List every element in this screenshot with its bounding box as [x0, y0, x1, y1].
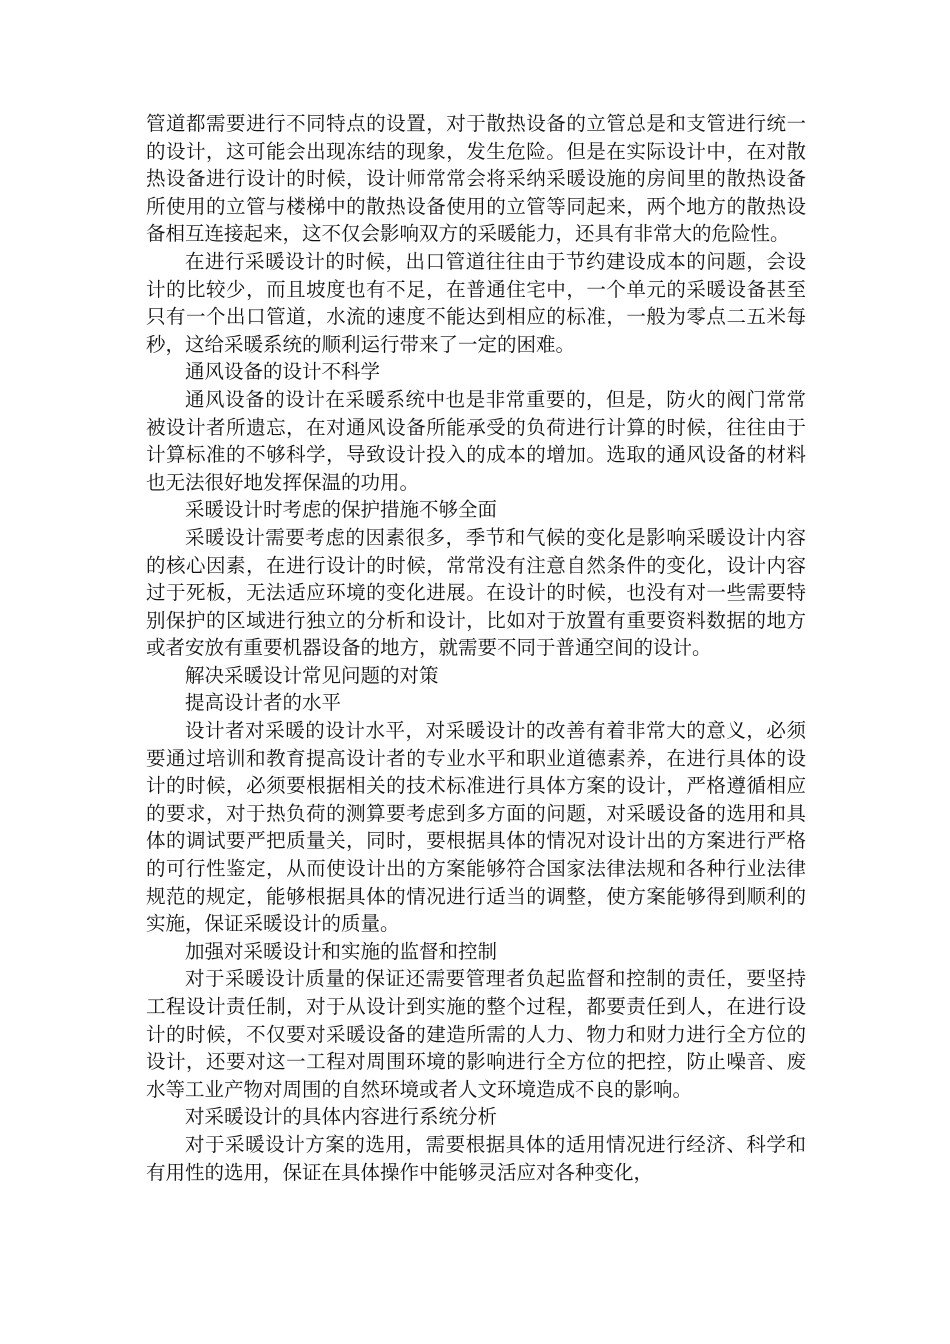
document-page [146, 110, 806, 1186]
subsection-heading: 提高设计者的水平 [185, 691, 342, 715]
body-paragraph: 对于采暖设计方案的选用，需要根据具体的适用情况进行经济、科学和有用性的选用，保证在具体操作中能够灵活应对各种变化， [146, 1132, 806, 1184]
body-paragraph: 管道都需要进行不同特点的设置，对于散热设备的立管总是和支管进行统一的设计，这可能会出现冻结的现象，发生危险。但是在实际设计中，在对散热设备进行设计的时候，设计师常常会将采纳采暖设施的房间里的散热设备所使用的立管与楼梯中的散热设备使用的立管等同起来，两个地方的散热设备相互连接起来，这不仅会影响双方的采暖能力，还具有非常大的危险性。 [146, 112, 806, 246]
subsection-heading: 对采暖设计的具体内容进行系统分析 [185, 1105, 498, 1129]
section-heading: 采暖设计时考虑的保护措施不够全面 [185, 498, 498, 522]
section-heading: 通风设备的设计不科学 [185, 360, 381, 384]
body-paragraph: 采暖设计需要考虑的因素很多，季节和气候的变化是影响采暖设计内容的核心因素，在进行设计的时候，常常没有注意自然条件的变化，设计内容过于死板，无法适应环境的变化进展。在设计的时候，也没有对一些需要特别保护的区域进行独立的分析和设计，比如对于放置有重要资料数据的地方或者安放有重要机器设备的地方，就需要不同于普通空间的设计。 [146, 525, 806, 660]
body-paragraph: 对于采暖设计质量的保证还需要管理者负起监督和控制的责任，要坚持工程设计责任制，对于从设计到实施的整个过程，都要责任到人，在进行设计的时候，不仅要对采暖设备的建造所需的人力、物力和财力进行全方位的设计，还要对这一工程对周围环境的影响进行全方位的把控，防止噪音、废水等工业产物对周围的自然环境或者人文环境造成不良的影响。 [146, 967, 806, 1101]
body-paragraph: 通风设备的设计在采暖系统中也是非常重要的，但是，防火的阀门常常被设计者所遗忘，在对通风设备所能承受的负荷进行计算的时候，往往由于计算标准的不够科学，导致设计投入的成本的增加。选取的通风设备的材料也无法很好地发挥保温的功用。 [146, 387, 806, 494]
section-heading: 解决采暖设计常见问题的对策 [185, 663, 439, 687]
body-paragraph: 在进行采暖设计的时候，出口管道往往由于节约建设成本的问题，会设计的比较少，而且坡度也有不足，在普通住宅中，一个单元的采暖设备甚至只有一个出口管道，水流的速度不能达到相应的标准，一般为零点二五米每秒，这给采暖系统的顺利运行带来了一定的困难。 [146, 249, 806, 356]
body-paragraph: 设计者对采暖的设计水平，对采暖设计的改善有着非常大的意义，必须要通过培训和教育提高设计者的专业水平和职业道德素养，在进行具体的设计的时候，必须要根据相关的技术标准进行具体方案的设计，严格遵循相应的要求，对于热负荷的测算要考虑到多方面的问题，对采暖设备的选用和具体的调试要严把质量关，同时，要根据具体的情况对设计出的方案进行严格的可行性鉴定，从而使设计出的方案能够符合国家法律法规和各种行业法律规范的规定，能够根据具体的情况进行适当的调整，使方案能够得到顺利的实施，保证采暖设计的质量。 [146, 719, 806, 936]
subsection-heading: 加强对采暖设计和实施的监督和控制 [185, 939, 498, 963]
